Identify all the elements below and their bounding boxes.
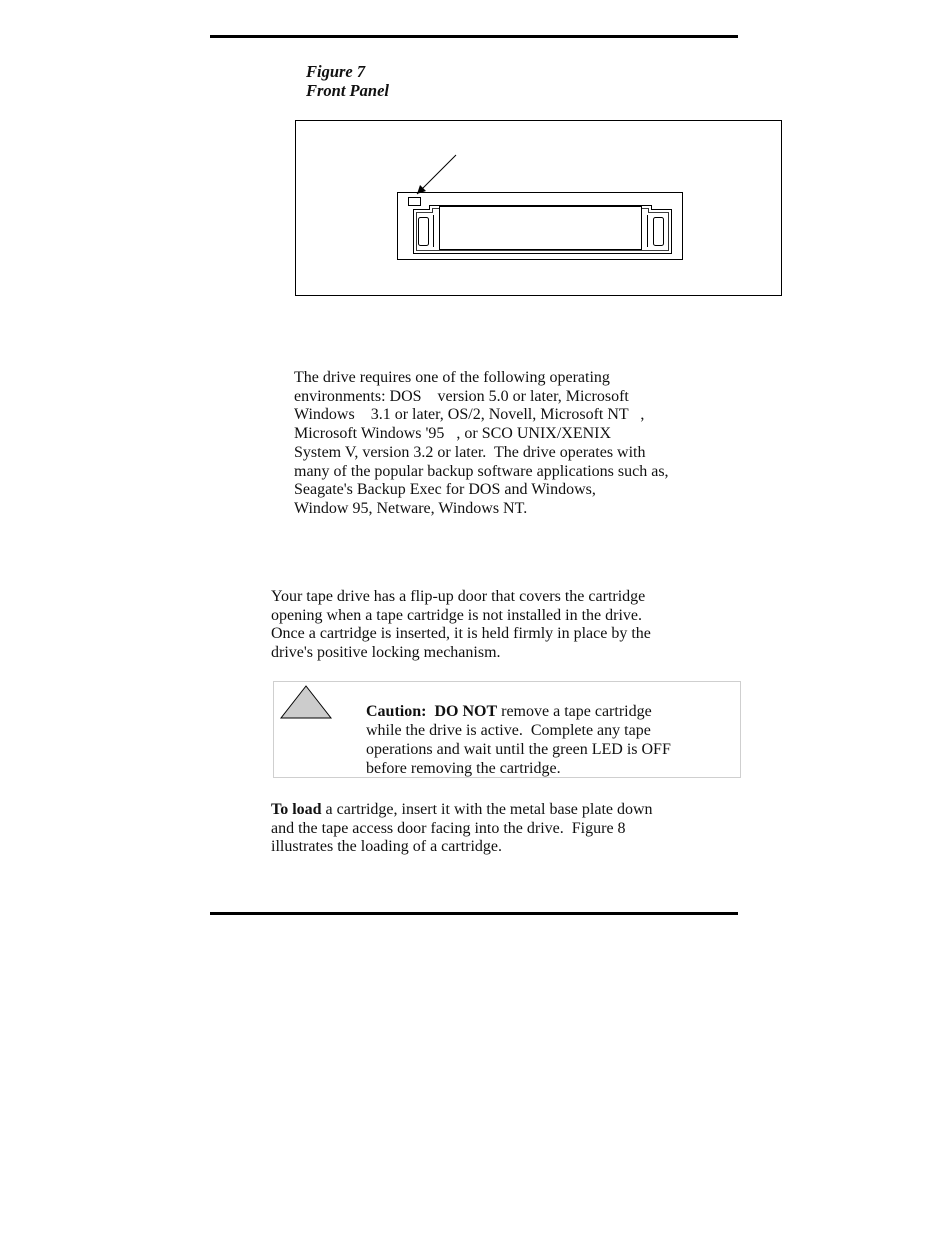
text-line: System V, version 3.2 or later. The drive operates with: [294, 443, 646, 461]
load-first-line: [271, 801, 653, 820]
flip-up-door-paragraph: [271, 588, 651, 663]
cartridge-door: [440, 207, 642, 250]
text-line: Window 95, Netware, Windows NT.: [294, 499, 528, 517]
load-line1-rest: a cartridge, insert it with the metal base plate down: [321, 801, 653, 818]
figure-title: Front Panel: [306, 81, 389, 100]
caution-line1-rest: remove a tape cartridge: [497, 703, 652, 720]
text-line: Once a cartridge is inserted, it is held firmly in place by the: [271, 625, 651, 643]
right-lever: [654, 218, 664, 246]
caution-box: [273, 681, 741, 778]
os-requirements-paragraph: [294, 369, 669, 519]
led-indicator: [409, 198, 421, 206]
text-line: environments: DOS version 5.0 or later, Microsoft: [294, 387, 629, 405]
caution-text: [366, 702, 671, 778]
warning-triangle-icon: [279, 684, 333, 720]
front-panel-figure: [295, 120, 782, 296]
bottom-rule: [210, 912, 738, 915]
text-line: The drive requires one of the following operating: [294, 369, 610, 386]
text-line: while the drive is active. Complete any tape: [366, 722, 651, 739]
left-lever: [419, 218, 429, 246]
top-rule: [210, 35, 738, 38]
text-line: illustrates the loading of a cartridge.: [271, 838, 503, 856]
figure-caption: [306, 62, 389, 100]
caution-emphasis: DO NOT: [434, 703, 498, 720]
text-line: and the tape access door facing into the drive. Figure 8: [271, 819, 626, 837]
front-panel-drawing: [296, 121, 783, 297]
load-bold-lead: To load: [271, 801, 322, 818]
text-line: Windows 3.1 or later, OS/2, Novell, Microsoft NT ,: [294, 406, 645, 424]
text-line: Microsoft Windows '95 , or SCO UNIX/XENIX: [294, 425, 612, 443]
text-line: drive's positive locking mechanism.: [271, 644, 501, 662]
text-line: Seagate's Backup Exec for DOS and Windows,: [294, 481, 596, 499]
text-line: operations and wait until the green LED is OFF: [366, 741, 671, 758]
text-line: opening when a tape cartridge is not installed in the drive.: [271, 606, 642, 624]
load-instructions-paragraph: [271, 801, 653, 857]
text-line: Your tape drive has a flip-up door that covers the cartridge: [271, 588, 646, 605]
text-line: many of the popular backup software applications such as,: [294, 462, 669, 480]
figure-number: Figure 7: [306, 62, 366, 81]
caution-first-line: [366, 702, 671, 721]
caution-label: Caution:: [366, 703, 427, 720]
text-line: before removing the cartridge.: [366, 760, 561, 777]
